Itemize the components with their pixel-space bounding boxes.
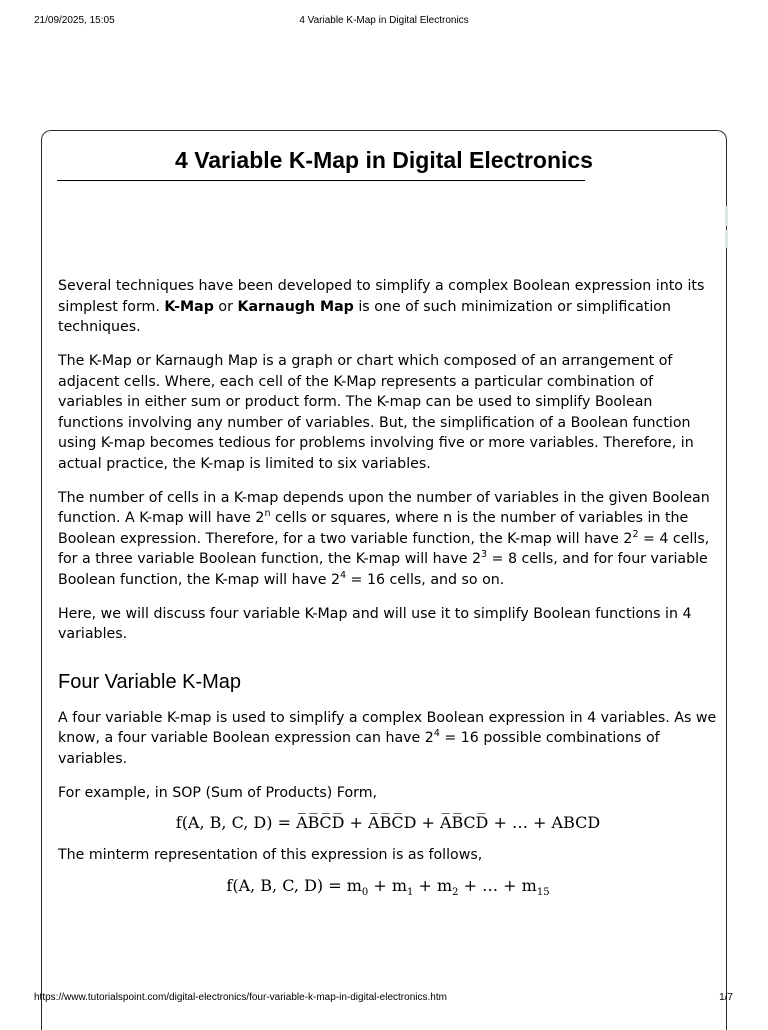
- print-url: https://www.tutorialspoint.com/digital-electronics/four-variable-k-map-in-digital-electronics.htm: [34, 992, 447, 1003]
- page-number: 1/7: [719, 992, 733, 1003]
- title-underline: [57, 180, 585, 181]
- minterm-paragraph: The minterm representation of this expression is as follows,: [58, 847, 483, 863]
- sidebar-indicator: [725, 206, 728, 226]
- sidebar-indicator: [725, 230, 728, 248]
- intro-paragraph: Several techniques have been developed to simplify a complex Boolean expression into its simplest form. K-Map or Karnaugh Map is one of such minimization or simplification techniques.: [58, 278, 705, 335]
- article-body: [58, 276, 718, 908]
- print-header: [0, 15, 768, 29]
- print-datetime: 21/09/2025, 15:05: [34, 15, 115, 26]
- four-variable-paragraph: A four variable K-map is used to simplify a complex Boolean expression in 4 variables. As we know, a four variable Boolean expression can have $2^4 = 16$ possible combinations of variables.: [58, 709, 717, 767]
- print-footer: [0, 992, 768, 1006]
- sop-equation: f(A, B, C, D) = A̅B̅C̅D̅ + A̅B̅C̅D + A̅B̅CD̅ + … + ABCD: [175, 813, 601, 832]
- print-title: 4 Variable K-Map in Digital Electronics: [299, 15, 469, 26]
- kmap-term: K-Map: [164, 298, 214, 315]
- cell-count-paragraph: The number of cells in a K-map depends upon the number of variables in the given Boolean function. A K-map will have 2$^n$ cells or squares, where n is the number of variables in the Boolean expression. Therefore, for a two variable function, the K-map will have $2^2 = 4$ cells, for a three variable Boolean function, the K-map will have $2^3 = 8$ cells, and for four variable Boolean function, the K-map will have $2^4 = 16$ cells, and so on.: [58, 489, 710, 588]
- minterm-equation: f(A, B, C, $D) = m_0 + m_1 + m_2$ + … + $m_{15}$: [226, 875, 550, 898]
- discussion-paragraph: Here, we will discuss four variable K-Map and will use it to simplify Boolean functions in 4 variables.: [58, 605, 692, 642]
- kmap-description-paragraph: The K-Map or Karnaugh Map is a graph or chart which composed of an arrangement of adjacent cells. Where, each cell of the K-Map represents a particular combination of variables in either sum or product form. The K-map can be used to simplify Boolean functions involving any number of variables. But, the simplification of a Boolean function using K-map becomes tedious for problems involving five or more variables. Therefore, in actual practice, the K-map is limited to six variables.: [58, 353, 694, 472]
- page-title: 4 Variable K-Map in Digital Electronics: [175, 147, 593, 173]
- karnaugh-map-term: Karnaugh Map: [237, 298, 354, 315]
- sop-example-paragraph: For example, in SOP (Sum of Products) Form,: [58, 784, 378, 801]
- section-heading: Four Variable K-Map: [58, 670, 242, 693]
